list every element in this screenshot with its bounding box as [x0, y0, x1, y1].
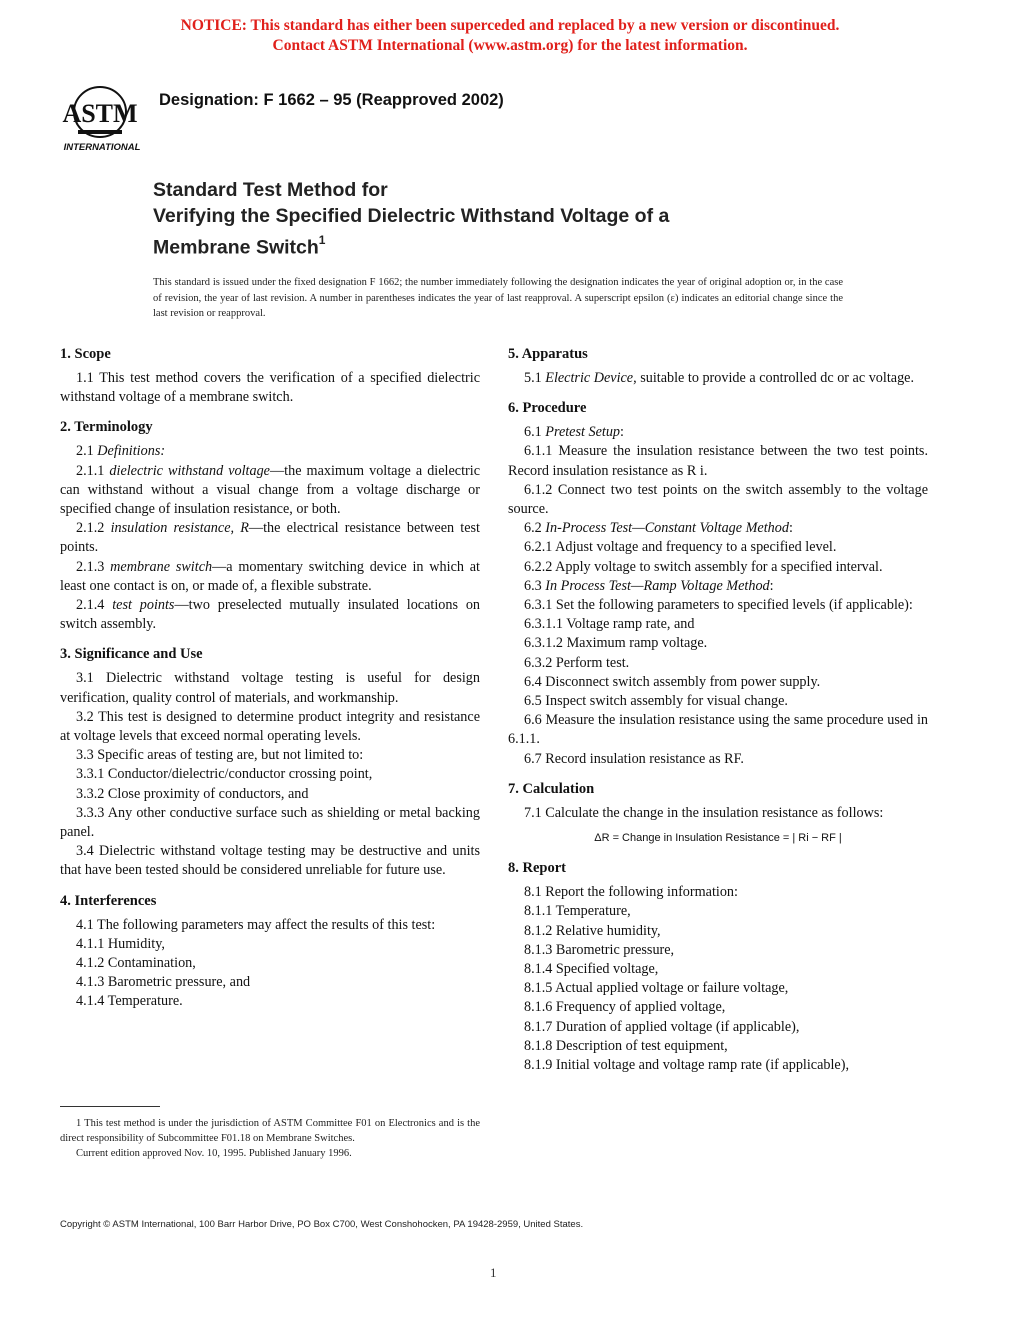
paragraph: 2.1.1 dielectric withstand voltage—the maximum voltage a dielectric can withstand without a visual change from a voltage discharge or specified change of insulation resistance, or both.	[60, 462, 480, 518]
section-heading: 6. Procedure	[508, 400, 587, 417]
logo-letters: ASTM	[62, 99, 138, 128]
paragraph: 4.1.3 Barometric pressure, and	[76, 974, 251, 991]
paragraph: 1.1 This test method covers the verification of a specified dielectric withstand voltage of a membrane switch.	[60, 370, 480, 406]
paragraph: 6.2 In-Process Test—Constant Voltage Method:	[524, 520, 793, 537]
logo-caption: INTERNATIONAL	[63, 142, 141, 153]
paragraph: 4.1.1 Humidity,	[76, 935, 165, 952]
paragraph: 3.3.2 Close proximity of conductors, and	[76, 785, 309, 802]
astm-logo-icon	[60, 80, 144, 154]
footnote-text: 1 This test method is under the jurisdiction of ASTM Committee F01 on Electronics and is the direct responsibility of Subcommittee F01.18 on Membrane Switches.	[60, 1118, 480, 1144]
report-item: 8.1.1 Temperature,	[524, 903, 631, 920]
paragraph: 6.3.1.1 Voltage ramp rate, and	[524, 616, 695, 633]
paragraph: 3.2 This test is designed to determine product integrity and resistance at voltage levels that exceed normal operating levels.	[60, 708, 480, 745]
section-calculation	[508, 780, 928, 848]
paragraph: 6.5 Inspect switch assembly for visual change.	[524, 693, 788, 710]
paragraph: 6.3.1 Set the following parameters to specified levels (if applicable):	[524, 597, 913, 614]
paragraph: 3.3.3 Any other conductive surface such as shielding or metal backing panel.	[60, 804, 480, 841]
paragraph: 4.1.4 Temperature.	[76, 993, 183, 1010]
section-report	[508, 859, 928, 1075]
paragraph: 6.1.1 Measure the insulation resistance between the two test points. Record insulation resistance as R i.	[508, 443, 928, 479]
paragraph: 6.6 Measure the insulation resistance using the same procedure used in 6.1.1.	[508, 712, 928, 748]
paragraph: 6.2.1 Adjust voltage and frequency to a specified level.	[524, 539, 837, 556]
designation: Designation: F 1662 – 95 (Reapproved 2002)	[159, 91, 504, 109]
paragraph: 4.1.2 Contamination,	[76, 955, 196, 972]
copyright: Copyright © ASTM International, 100 Barr Harbor Drive, PO Box C700, West Conshohocken, PA 19428-2959, United States.	[60, 1219, 584, 1230]
paragraph: 6.3.2 Perform test.	[524, 654, 630, 671]
paragraph: 6.2.2 Apply voltage to switch assembly for a specified interval.	[524, 558, 883, 575]
astm-logo	[60, 80, 144, 154]
paragraph: 6.3.1.2 Maximum ramp voltage.	[524, 635, 708, 652]
formula: ΔR = Change in Insulation Resistance = | Ri − RF |	[594, 832, 842, 845]
page-number: 1	[490, 1265, 497, 1280]
paragraph: 7.1 Calculate the change in the insulation resistance as follows:	[524, 804, 884, 821]
section-scope	[60, 345, 480, 407]
section-significance	[60, 645, 480, 880]
paragraph: 2.1 Definitions:	[76, 443, 166, 460]
section-heading: 3. Significance and Use	[60, 646, 203, 663]
paragraph: 2.1.4 test points—two preselected mutually insulated locations on switch assembly.	[60, 597, 481, 633]
section-heading: 4. Interferences	[60, 892, 157, 909]
section-terminology	[60, 418, 480, 634]
section-heading: 7. Calculation	[508, 780, 595, 797]
report-item: 8.1 Report the following information:	[524, 884, 738, 901]
paragraph: 6.7 Record insulation resistance as RF.	[524, 750, 744, 767]
section-interferences	[60, 892, 480, 1012]
title-line-3: Membrane Switch$^1$	[153, 233, 326, 259]
section-apparatus	[508, 345, 928, 388]
paragraph: 6.1 Pretest Setup:	[524, 424, 624, 441]
title-line-1: Standard Test Method for	[153, 179, 388, 201]
preamble: This standard is issued under the fixed designation F 1662; the number immediately following the designation indicates the year of original adoption or, in the case of revision, the year of last revision. A number in parentheses indicates the year of last reapproval. A superscript epsilon (ε) indicates an editorial change since the last revision or reapproval.	[153, 277, 843, 319]
paragraph: 6.1.2 Connect two test points on the switch assembly to the voltage source.	[508, 481, 928, 518]
report-item: 8.1.8 Description of test equipment,	[524, 1037, 728, 1054]
report-item: 8.1.4 Specified voltage,	[524, 961, 659, 978]
paragraph: 2.1.3 membrane switch—a momentary switching device in which at least one contact is on, or made of, a flexible substrate.	[60, 558, 480, 594]
paragraph: 5.1 Electric Device, suitable to provide a controlled dc or ac voltage.	[524, 370, 915, 386]
title-footnote-mark: 1	[318, 233, 326, 247]
section-heading: 1. Scope	[60, 346, 111, 362]
report-item: 8.1.7 Duration of applied voltage (if applicable),	[524, 1018, 800, 1035]
report-item: 8.1.5 Actual applied voltage or failure voltage,	[524, 980, 789, 997]
right-column	[508, 345, 928, 1086]
superseded-notice	[0, 16, 1020, 56]
section-heading: 8. Report	[508, 860, 566, 877]
footnote	[60, 1116, 480, 1161]
section-procedure	[508, 399, 928, 769]
notice-line-1: NOTICE: This standard has either been superceded and replaced by a new version or discontinued.	[180, 17, 840, 34]
paragraph: 6.4 Disconnect switch assembly from power supply.	[524, 673, 821, 690]
paragraph: 3.3 Specific areas of testing are, but not limited to:	[76, 747, 364, 764]
paragraph: 6.3 In Process Test—Ramp Voltage Method:	[524, 577, 774, 594]
paragraph: 3.4 Dielectric withstand voltage testing may be destructive and units that have been tested should be considered unreliable for future use.	[60, 843, 480, 879]
left-column	[60, 345, 480, 1023]
paragraph: 4.1 The following parameters may affect the results of this test:	[76, 916, 436, 933]
section-heading: 2. Terminology	[60, 419, 153, 436]
document-title	[153, 177, 669, 261]
title-line-2: Verifying the Specified Dielectric Withstand Voltage of a	[153, 205, 670, 227]
paragraph: 2.1.2 insulation resistance, R—the electrical resistance between test points.	[60, 520, 480, 556]
paragraph: 3.1 Dielectric withstand voltage testing is useful for design verification, quality control of materials, and workmanship.	[60, 670, 480, 706]
report-item: 8.1.2 Relative humidity,	[524, 922, 661, 939]
report-item: 8.1.6 Frequency of applied voltage,	[524, 999, 726, 1016]
paragraph: 3.3.1 Conductor/dielectric/conductor crossing point,	[76, 766, 373, 783]
notice-line-2: Contact ASTM International (www.astm.org) for the latest information.	[272, 37, 748, 54]
report-item: 8.1.9 Initial voltage and voltage ramp rate (if applicable),	[524, 1057, 850, 1074]
footnote-divider	[60, 1106, 160, 1107]
footnote-text: Current edition approved Nov. 10, 1995. Published January 1996.	[76, 1148, 352, 1159]
section-heading: 5. Apparatus	[508, 346, 588, 362]
report-item: 8.1.3 Barometric pressure,	[524, 941, 675, 958]
